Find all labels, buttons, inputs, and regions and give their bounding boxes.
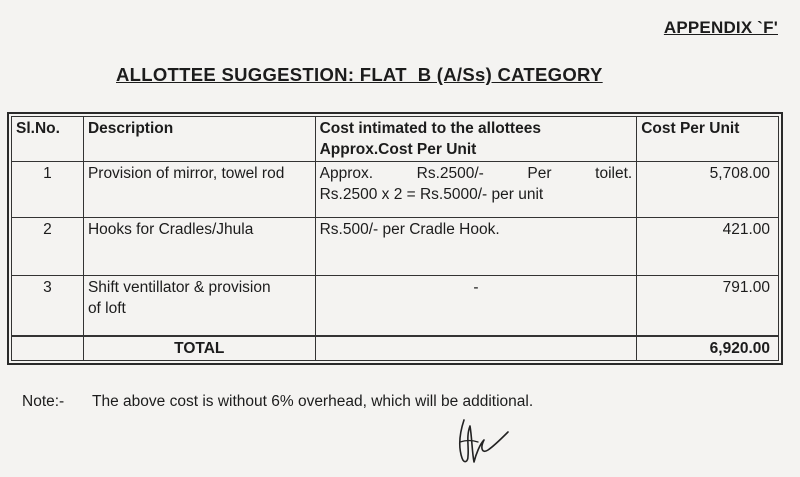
table-header-row — [12, 117, 779, 162]
header-cost-intimated-line1: Cost intimated to the allottees — [319, 120, 541, 137]
table-row — [12, 276, 779, 336]
total-empty-cell — [12, 336, 84, 361]
row-sl-no: 1 — [12, 162, 84, 218]
total-empty-cell — [315, 336, 637, 361]
document-title: ALLOTTEE SUGGESTION: FLAT B (A/Ss) CATEGORY — [116, 64, 603, 85]
row-cost-intimated: Rs.500/- per Cradle Hook. — [315, 218, 637, 276]
row-cost-per-unit: 5,708.00 — [637, 162, 779, 218]
row-sl-no: 3 — [12, 276, 84, 336]
intimated-word: Approx. — [319, 165, 374, 182]
table-row — [12, 218, 779, 276]
table-row — [12, 162, 779, 218]
note — [22, 393, 533, 411]
appendix-label: APPENDIX `F' — [663, 18, 778, 37]
row-description — [83, 276, 315, 336]
header-cost-per-unit: Cost Per Unit — [637, 117, 779, 162]
cost-table — [11, 116, 779, 361]
row-cost-intimated — [315, 162, 637, 218]
row-cost-per-unit: 421.00 — [637, 218, 779, 276]
row-cost-per-unit: 791.00 — [637, 276, 779, 336]
row-description: Provision of mirror, towel rod — [83, 162, 315, 218]
intimated-word: toilet. — [595, 165, 633, 182]
row-cost-intimated-line1 — [320, 163, 633, 184]
total-value: 6,920.00 — [637, 336, 779, 361]
signature — [450, 412, 520, 477]
signature-scribble — [450, 412, 520, 472]
row-description-line2: of loft — [87, 300, 126, 317]
row-sl-no: 2 — [12, 218, 84, 276]
cost-table-frame — [7, 112, 783, 365]
intimated-word: Per — [527, 165, 552, 182]
header-description: Description — [83, 117, 315, 162]
header-cost-intimated-line2: Approx.Cost Per Unit — [319, 141, 477, 158]
header-cost-intimated — [315, 117, 637, 162]
total-row — [12, 336, 779, 361]
note-label: Note:- — [22, 393, 65, 410]
total-label: TOTAL — [83, 336, 315, 361]
row-description: Hooks for Cradles/Jhula — [83, 218, 315, 276]
note-text: The above cost is without 6% overhead, which will be additional. — [92, 393, 534, 410]
intimated-word: Rs.2500/- — [416, 165, 484, 182]
header-sl-no: Sl.No. — [12, 117, 84, 162]
row-description-line1: Shift ventillator & provision — [87, 279, 271, 296]
row-cost-intimated: - — [315, 276, 637, 336]
row-cost-intimated-line2: Rs.2500 x 2 = Rs.5000/- per unit — [319, 186, 544, 203]
